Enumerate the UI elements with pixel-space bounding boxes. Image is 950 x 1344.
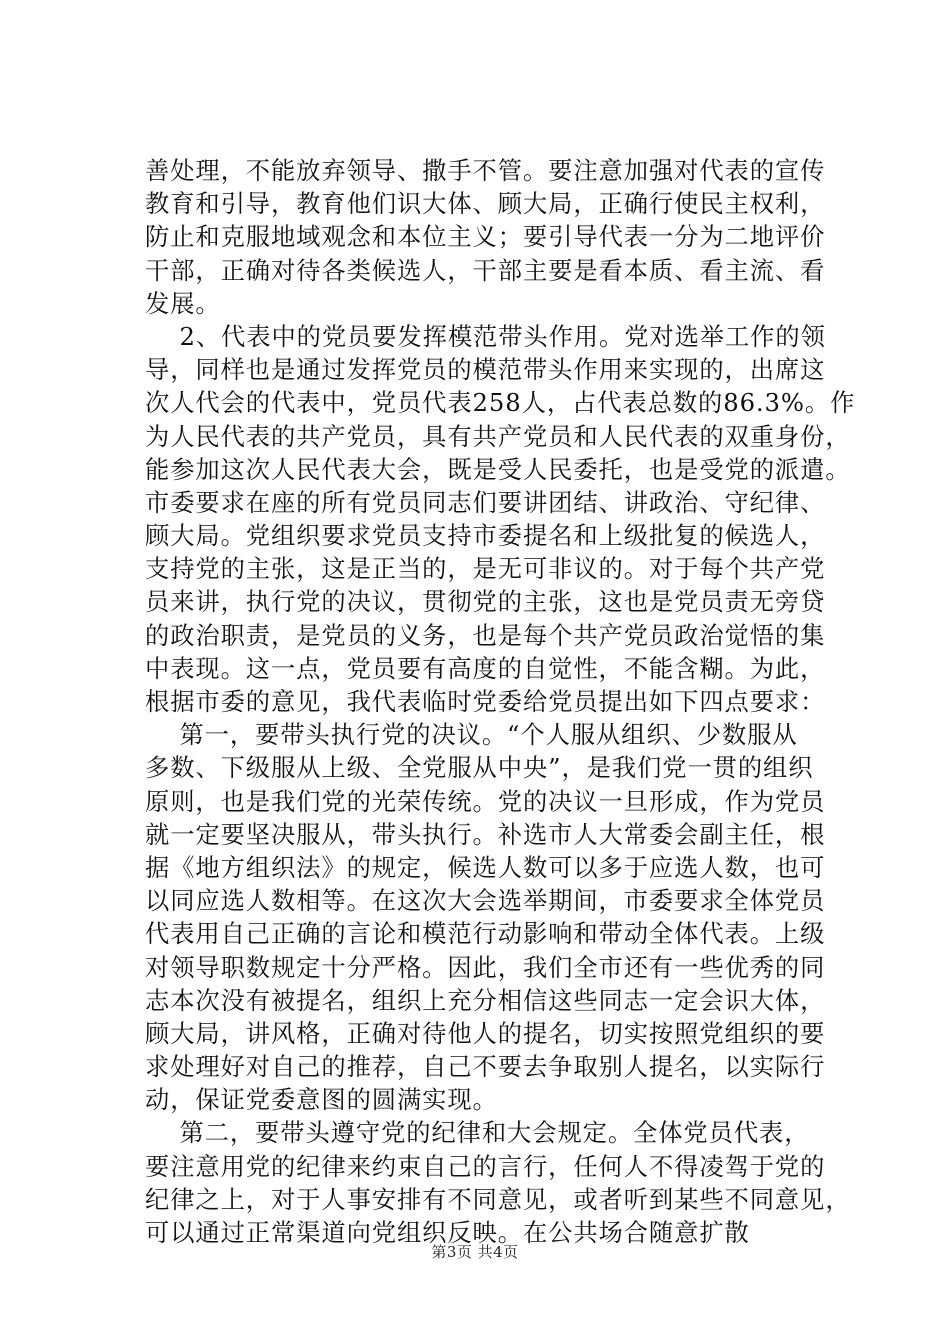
text-line: 防止和克服地域观念和本位主义；要引导代表一分为二地评价: [145, 222, 826, 252]
text-line: 次人代会的代表中，党员代表258人，占代表总数的86.3%。作: [145, 388, 856, 418]
text-line: 市委要求在座的所有党员同志们要讲团结、讲政治、守纪律、: [145, 487, 826, 517]
text-line: 要注意用党的纪律来约束自己的言行，任何人不得凌驾于党的: [145, 1151, 826, 1181]
text-line: 多数、下级服从上级、全党服从中央”，是我们党一贯的组织: [145, 753, 814, 783]
text-line: 动，保证党委意图的圆满实现。: [145, 1085, 498, 1115]
paragraph-2: [145, 320, 856, 718]
paragraph-3: [145, 718, 835, 1116]
text-line: 善处理，不能放弃领导、撒手不管。要注意加强对代表的宣传: [145, 156, 826, 185]
text-line: 纪律之上，对于人事安排有不同意见，或者听到某些不同意见，: [145, 1184, 851, 1214]
page-footer: [0, 1242, 950, 1262]
page-number-label: 第3页 共4页: [431, 1243, 519, 1261]
text-line: 导，同样也是通过发挥党员的模范带头作用来实现的，出席这: [145, 355, 826, 385]
text-line: 顾大局。党组织要求党员支持市委提名和上级批复的候选人，: [145, 521, 826, 551]
document-body: [145, 154, 856, 1249]
text-line: 就一定要坚决服从，带头执行。补选市人大常委会副主任，根: [145, 819, 826, 849]
text-line: 求处理好对自己的推荐，自己不要去争取别人提名，以实际行: [145, 1052, 826, 1082]
text-line: 为人民代表的共产党员，具有共产党员和人民代表的双重身份，: [145, 421, 851, 451]
text-line: 的政治职责，是党员的义务，也是每个共产党员政治觉悟的集: [145, 620, 826, 650]
text-line: 员来讲，执行党的决议，贯彻党的主张，这也是党员责无旁贷: [145, 587, 826, 617]
text-line: 中表现。这一点，党员要有高度的自觉性，不能含糊。为此，: [145, 653, 826, 683]
text-line: 志本次没有被提名，组织上充分相信这些同志一定会识大体，: [145, 985, 826, 1015]
text-line: 代表用自己正确的言论和模范行动影响和带动全体代表。上级: [145, 919, 826, 949]
text-line: 可以通过正常渠道向党组织反映。在公共场合随意扩散: [145, 1218, 750, 1247]
paragraph-4: [145, 1116, 851, 1249]
text-line: 2、代表中的党员要发挥模范带头作用。党对选举工作的领: [145, 321, 826, 351]
text-line: 第二，要带头遵守党的纪律和大会规定。全体党员代表，: [145, 1118, 810, 1148]
text-line: 据《地方组织法》的规定，候选人数可以多于应选人数，也可: [145, 852, 826, 882]
text-line: 能参加这次人民代表大会，既是受人民委托，也是受党的派遣。: [145, 454, 851, 484]
text-line: 以同应选人数相等。在这次大会选举期间，市委要求全体党员: [145, 886, 826, 916]
text-line: 顾大局，讲风格，正确对待他人的提名，切实按照党组织的要: [145, 1018, 826, 1048]
text-line: 干部，正确对待各类候选人，干部主要是看本质、看主流、看: [145, 255, 826, 285]
text-line: 原则，也是我们党的光荣传统。党的决议一旦形成，作为党员: [145, 786, 826, 816]
text-line: 根据市委的意见，我代表临时党委给党员提出如下四点要求：: [145, 687, 826, 716]
text-line: 第一，要带头执行党的决议。“个人服从组织、少数服从: [145, 720, 798, 750]
paragraph-1: [145, 154, 835, 320]
text-line: 教育和引导，教育他们识大体、顾大局，正确行使民主权利，: [145, 189, 826, 219]
text-line: 支持党的主张，这是正当的，是无可非议的。对于每个共产党: [145, 554, 826, 584]
text-line: 对领导职数规定十分严格。因此，我们全市还有一些优秀的同: [145, 952, 826, 982]
text-line: 发展。: [145, 288, 221, 318]
